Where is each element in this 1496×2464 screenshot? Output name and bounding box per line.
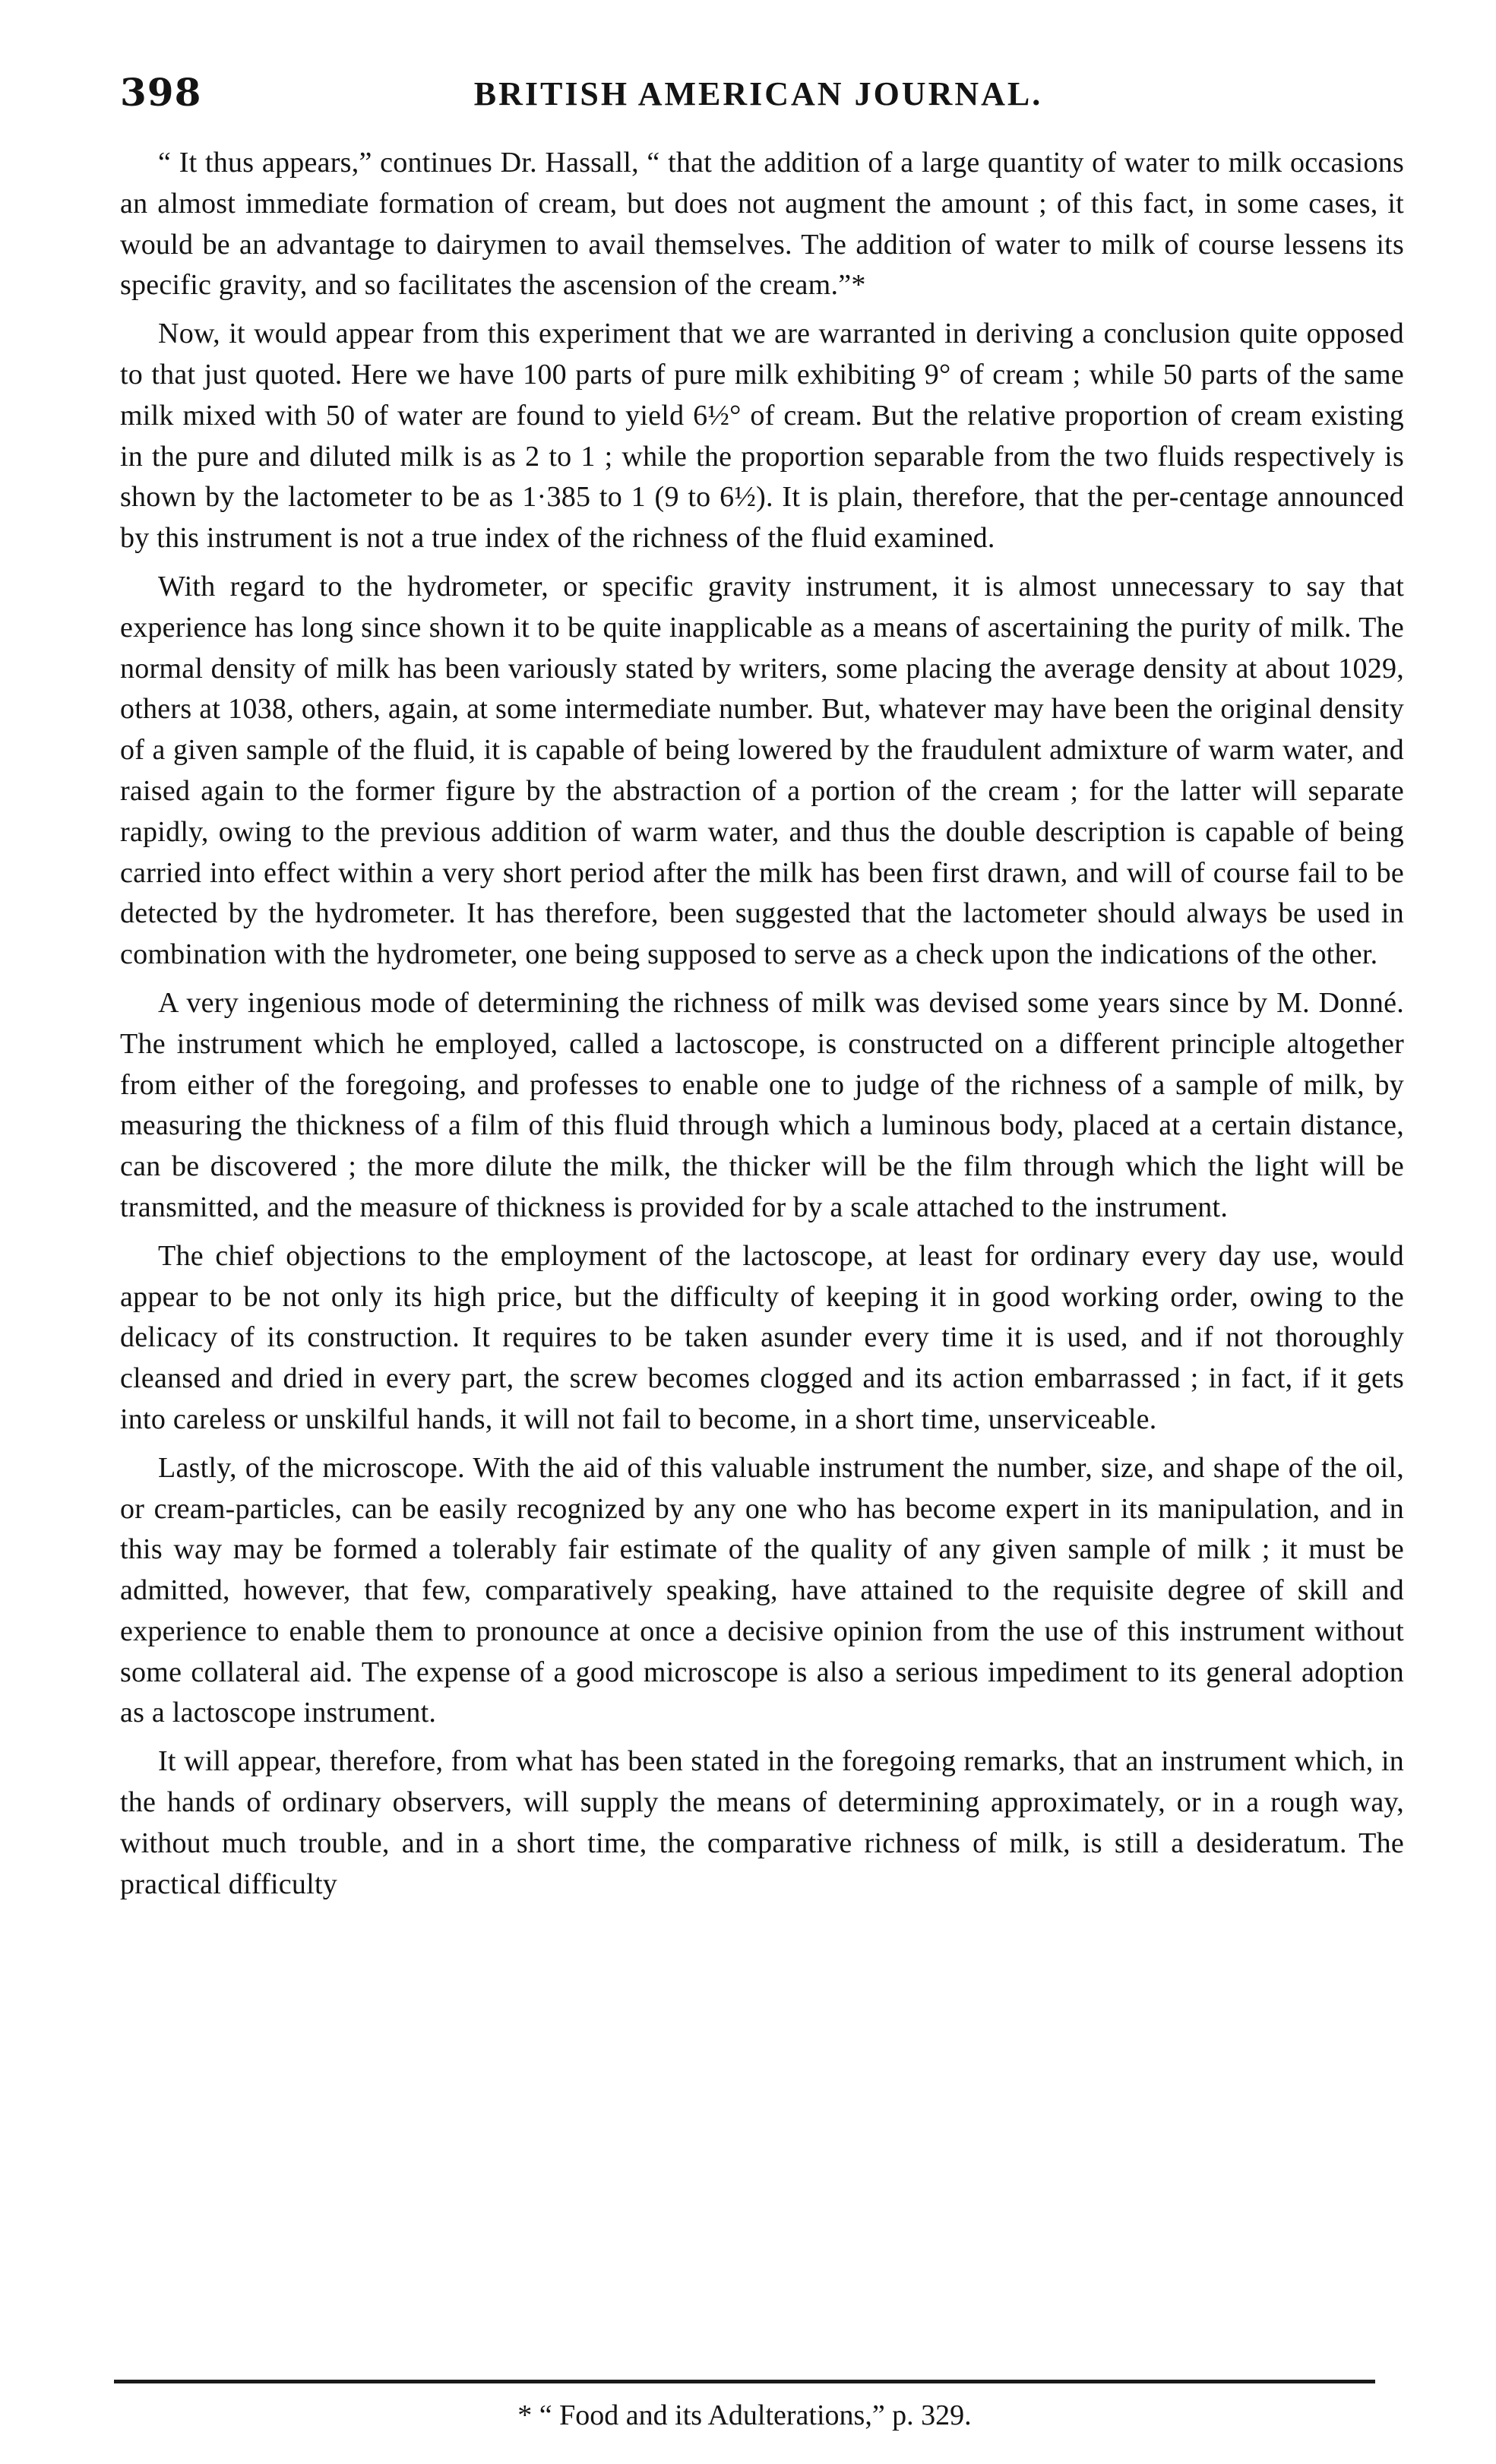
body-text [120, 143, 1404, 1912]
footnote-rule [114, 2380, 1375, 2383]
paragraph-hydrometer: With regard to the hydrometer, or specific gravity instrument, it is almost unnecessary to say that experience has long since shown it to be quite inapplicable as a means of ascertaining the purity of milk. The normal density of milk has been variously stated by writers, some placing the average density at about 1029, others at 1038, others, again, at some intermediate number. But, whatever may have been the original density of a given sample of the fluid, it is capable of being lowered by the fraudulent admixture of warm water, and raised again to the former figure by the abstraction of a portion of the cream ; for the latter will separate rapidly, owing to the previous addition of warm water, and thus the double description is capable of being carried into effect within a very short period after the milk has been first drawn, and will of course fail to be detected by the hydrometer. It has therefore, been suggested that the lactometer should always be used in combination with the hydrometer, one being supposed to serve as a check upon the indications of the other. [120, 570, 1404, 971]
paragraph-lactoscope: A very ingenious mode of determining the richness of milk was devised some years since by M. Donné. The instrument which he employed, called a lactoscope, is constructed on a different principle altogether from either of the foregoing, and professes to enable one to judge of the richness of a sample of milk, by measuring the thickness of a film of this fluid through which a luminous body, placed at a certain distance, can be discovered ; the more dilute the milk, the thicker will be the film through which the light will be transmitted, and the measure of thickness is provided for by a scale attached to the instrument. [120, 986, 1404, 1223]
footnote: * “ Food and its Adulterations,” p. 329. [517, 2399, 972, 2431]
paragraph-conclusion: It will appear, therefore, from what has been stated in the foregoing remarks, that an instrument which, in the hands of ordinary observers, will supply the means of determining approximately, or in a rough way, without much trouble, and in a short time, the comparative richness of milk, is still a desideratum. The practical difficulty [120, 1745, 1404, 1900]
paragraph-hassall-quote: “ It thus appears,” continues Dr. Hassall, “ that the addition of a large quantity of water to milk occasions an almost immediate formation of cream, but does not augment the amount ; of this fact, in some cases, it would be an advantage to dairymen to avail themselves. The addition of water to milk of course lessens its specific gravity, and so facilitates the ascension of the cream.”* [120, 147, 1404, 302]
page-number: 398 [120, 70, 202, 115]
running-head: BRITISH AMERICAN JOURNAL. [473, 75, 1043, 112]
paragraph-experiment: Now, it would appear from this experiment that we are warranted in deriving a conclusion quite opposed to that just quoted. Here we have 100 parts of pure milk exhibiting 9° of cream ; while 50 parts of the same milk mixed with 50 of water are found to yield 6½° of cream. But the relative proportion of cream existing in the pure and diluted milk is as 2 to 1 ; while the proportion separable from the two fluids respectively is shown by the lactometer to be as 1·385 to 1 (9 to 6½). It is plain, therefore, that the per-centage announced by this instrument is not a true index of the richness of the fluid examined. [120, 318, 1404, 555]
page-header [120, 70, 1396, 123]
paragraph-lactoscope-objections: The chief objections to the employment of the lactoscope, at least for ordinary every day use, would appear to be not only its high price, but the difficulty of keeping it in good working order, owing to the delicacy of its construction. It requires to be taken asunder every time it is used, and if not thoroughly cleansed and dried in every part, the screw becomes clogged and its action embarrassed ; in fact, if it gets into careless or unskilful hands, it will not fail to become, in a short time, unserviceable. [120, 1239, 1404, 1435]
paragraph-microscope: Lastly, of the microscope. With the aid of this valuable instrument the number, size, and shape of the oil, or cream-particles, can be easily recognized by any one who has become expert in its manipulation, and in this way may be formed a tolerably fair estimate of the quality of any given sample of milk ; it must be admitted, however, that few, comparatively speaking, have attained to the requisite degree of skill and experience to enable them to pronounce at once a decisive opinion from the use of this instrument without some collateral aid. The expense of a good microscope is also a serious impediment to its general adoption as a lactoscope instrument. [120, 1451, 1404, 1729]
